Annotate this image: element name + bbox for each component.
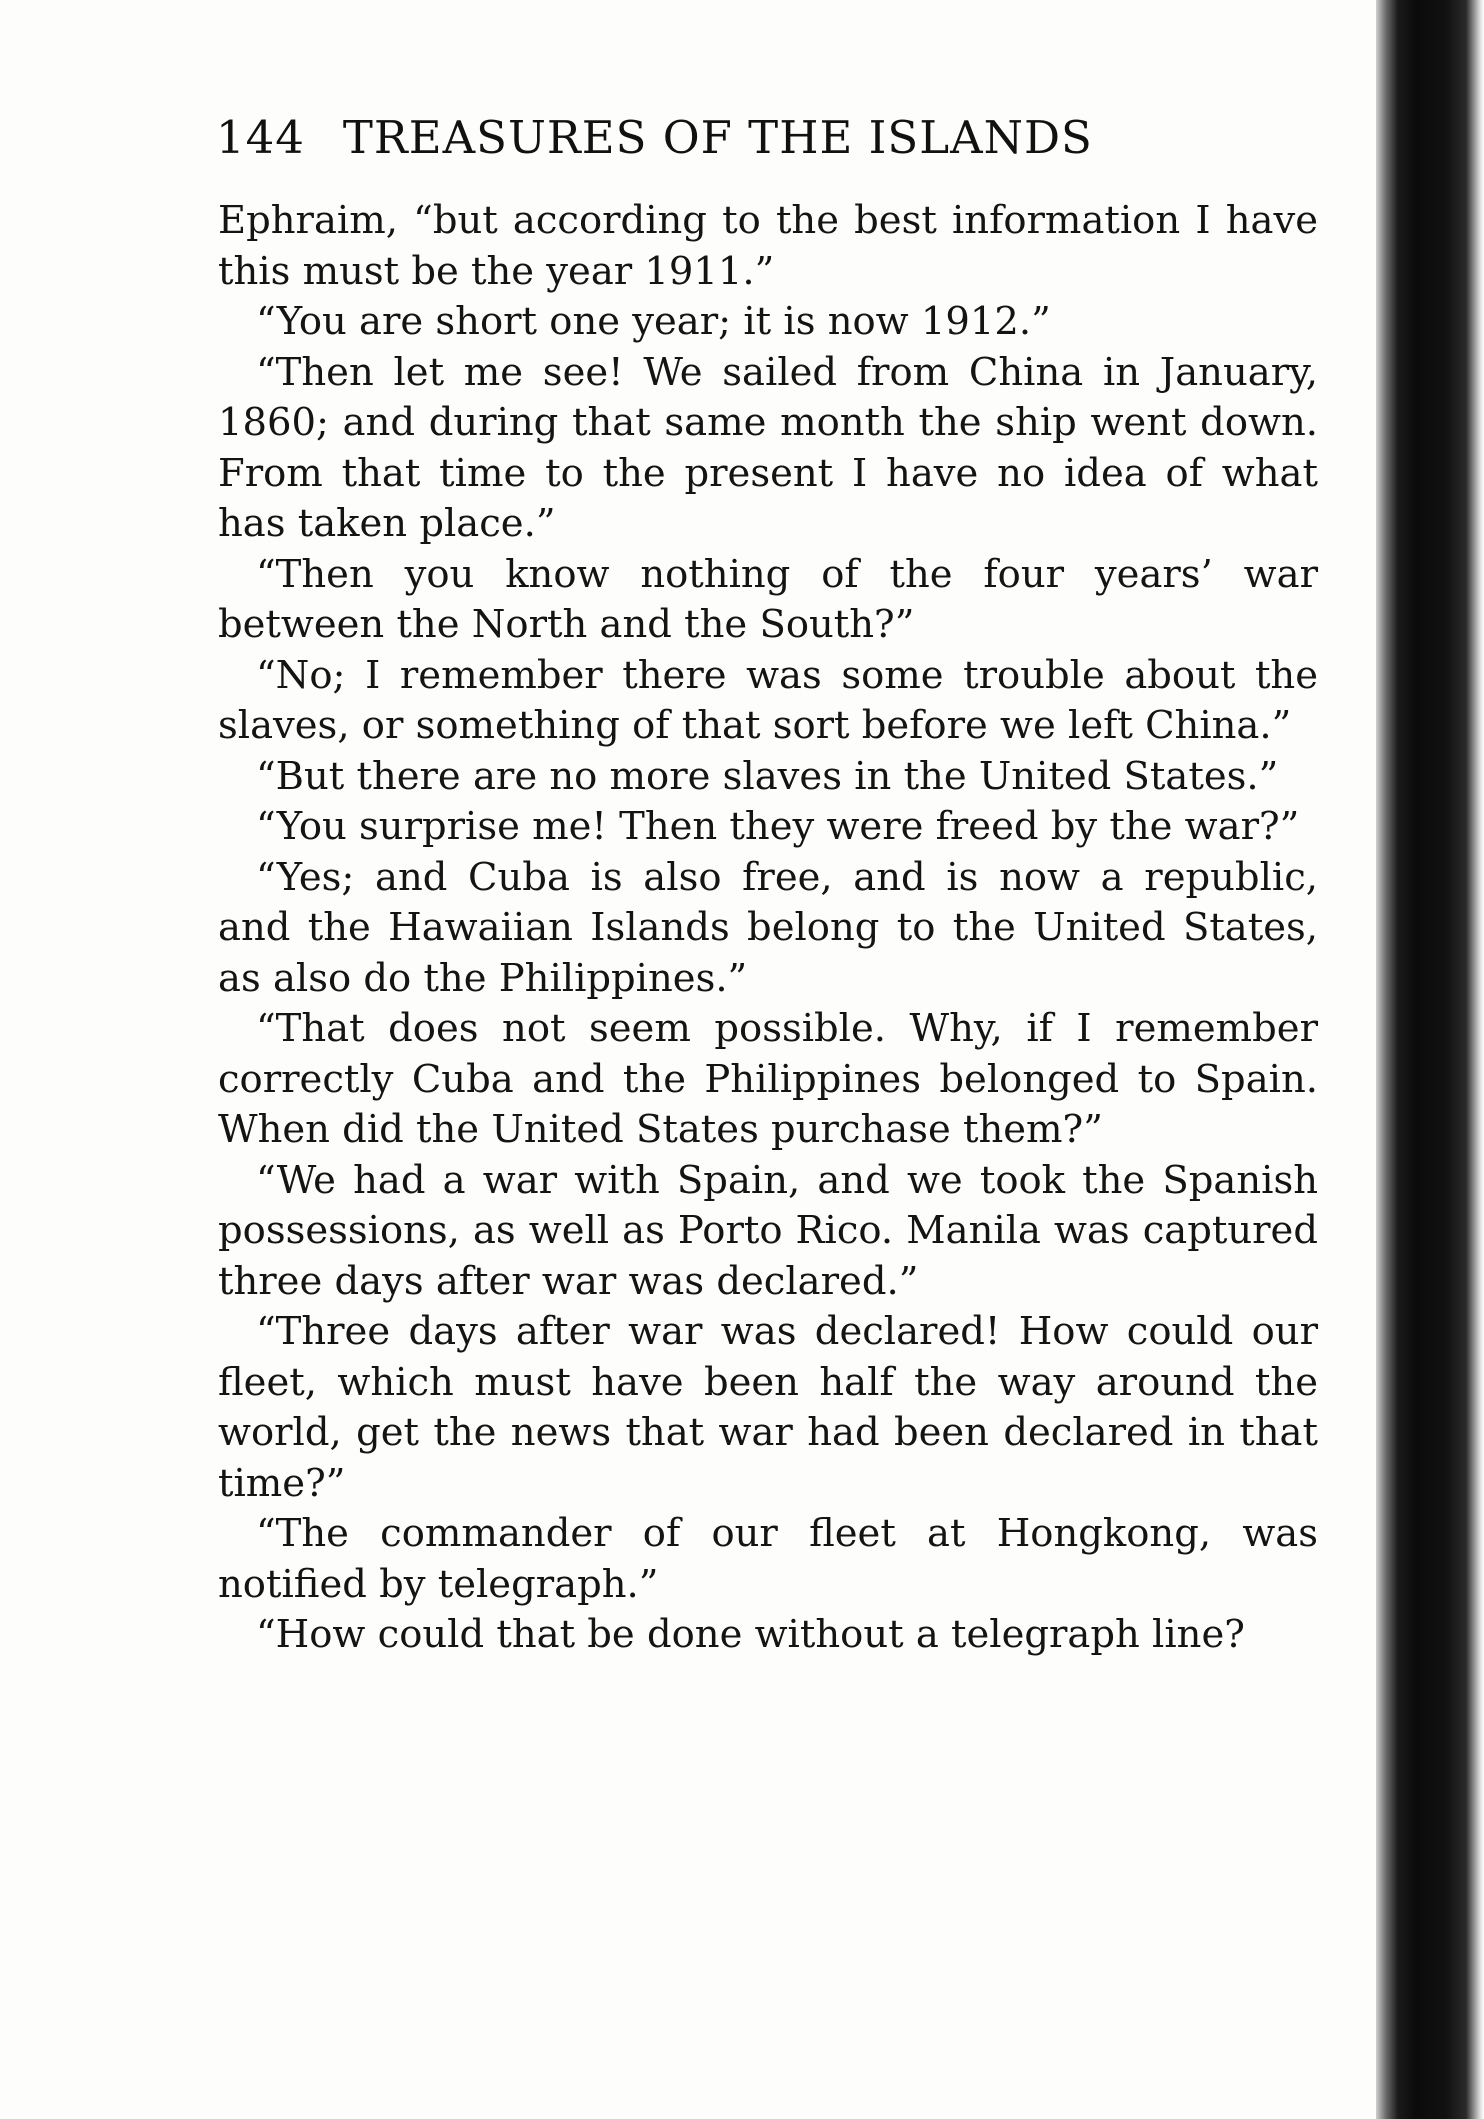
paragraph: Ephraim, “but according to the best information I have this must be the year 1911.” <box>218 198 1318 294</box>
body-text <box>218 196 1318 1661</box>
paragraph: “You surprise me! Then they were freed by the war?” <box>256 804 1300 849</box>
running-header <box>216 108 1316 168</box>
paragraph: “Yes; and Cuba is also free, and is now a republic, and the Hawaiian Islands belong to the United States, as also do the Philippines.” <box>218 854 1318 1001</box>
paragraph: “The commander of our fleet at Hongkong, was notified by telegraph.” <box>218 1511 1318 1607</box>
page-number: 144 <box>216 111 305 164</box>
binding-shadow <box>1376 0 1484 2119</box>
paragraph: “You are short one year; it is now 1912.” <box>256 299 1051 344</box>
paragraph: “Then let me see! We sailed from China in January, 1860; and during that same month the ship went down. From that time to the present I have no idea of what has taken place.” <box>218 349 1318 546</box>
paragraph: “How could that be done without a telegraph line? <box>256 1612 1245 1657</box>
paragraph: “Three days after war was declared! How could our fleet, which must have been half the way around the world, get the news that war had been declared in that time?” <box>218 1309 1318 1506</box>
running-title: TREASURES OF THE ISLANDS <box>342 111 1093 164</box>
paragraph: “We had a war with Spain, and we took the Spanish possessions, as well as Porto Rico. Manila was captured three days after war was declared.” <box>218 1157 1318 1304</box>
paragraph: “But there are no more slaves in the United States.” <box>256 753 1279 799</box>
paragraph: “No; I remember there was some trouble about the slaves, or something of that sort before we left China.” <box>218 652 1318 748</box>
paragraph: “That does not seem possible. Why, if I remember correctly Cuba and the Philippines belonged to Spain. When did the United States purchase them?” <box>218 1006 1318 1152</box>
paragraph: “Then you know nothing of the four years’ war between the North and the South?” <box>218 551 1318 647</box>
